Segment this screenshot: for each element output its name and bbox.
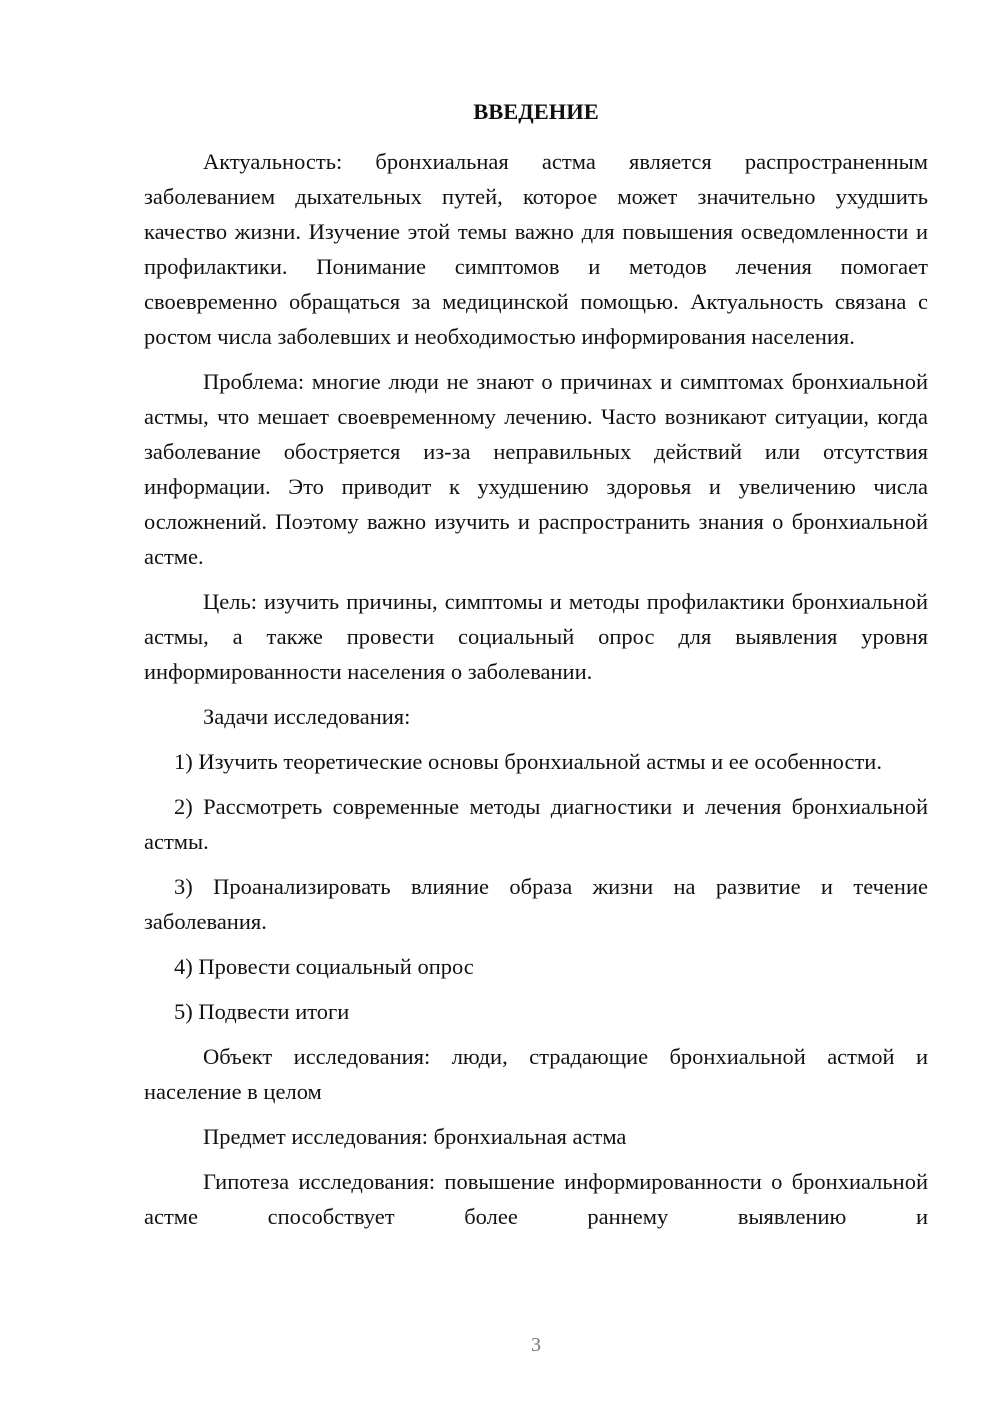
object-paragraph: Объект исследования: люди, страдающие бронхиальной астмой и население в целом xyxy=(144,1044,928,1104)
subject-paragraph: Предмет исследования: бронхиальная астма xyxy=(203,1124,627,1149)
goal-paragraph: Цель: изучить причины, симптомы и методы профилактики бронхиальной астмы, а также провести социальный опрос для выявления уровня информированности населения о заболевании. xyxy=(144,589,928,684)
problem-paragraph: Проблема: многие люди не знают о причинах и симптомах бронхиальной астмы, что мешает своевременному лечению. Часто возникают ситуации, когда заболевание обостряется из-за неправильных действий или отсутствия информации. Это приводит к ухудшению здоровья и увеличению числа осложнений. Поэтому важно изучить и распространить знания о бронхиальной астме. xyxy=(144,369,928,569)
hypothesis-paragraph: Гипотеза исследования: повышение информированности о бронхиальной астме способствует более раннему выявлению и xyxy=(144,1169,928,1229)
task-item-5: 5) Подвести итоги xyxy=(174,999,350,1024)
tasks-heading: Задачи исследования: xyxy=(203,704,411,729)
relevance-paragraph: Актуальность: бронхиальная астма является распространенным заболеванием дыхательных путей, которое может значительно ухудшить качество жизни. Изучение этой темы важно для повышения осведомленности и профилактики. Понимание симптомов и методов лечения помогает своевременно обращаться за медицинской помощью. Актуальность связана с ростом числа заболевших и необходимостью информирования населения. xyxy=(144,149,928,349)
page-number: 3 xyxy=(531,1334,541,1356)
task-item-2: 2) Рассмотреть современные методы диагностики и лечения бронхиальной астмы. xyxy=(144,794,928,854)
section-title: ВВЕДЕНИЕ xyxy=(473,99,599,124)
task-item-3: 3) Проанализировать влияние образа жизни на развитие и течение заболевания. xyxy=(144,874,928,934)
task-item-4: 4) Провести социальный опрос xyxy=(174,954,474,979)
document-page xyxy=(144,94,928,1244)
task-item-1: 1) Изучить теоретические основы бронхиальной астмы и ее особенности. xyxy=(174,749,882,774)
